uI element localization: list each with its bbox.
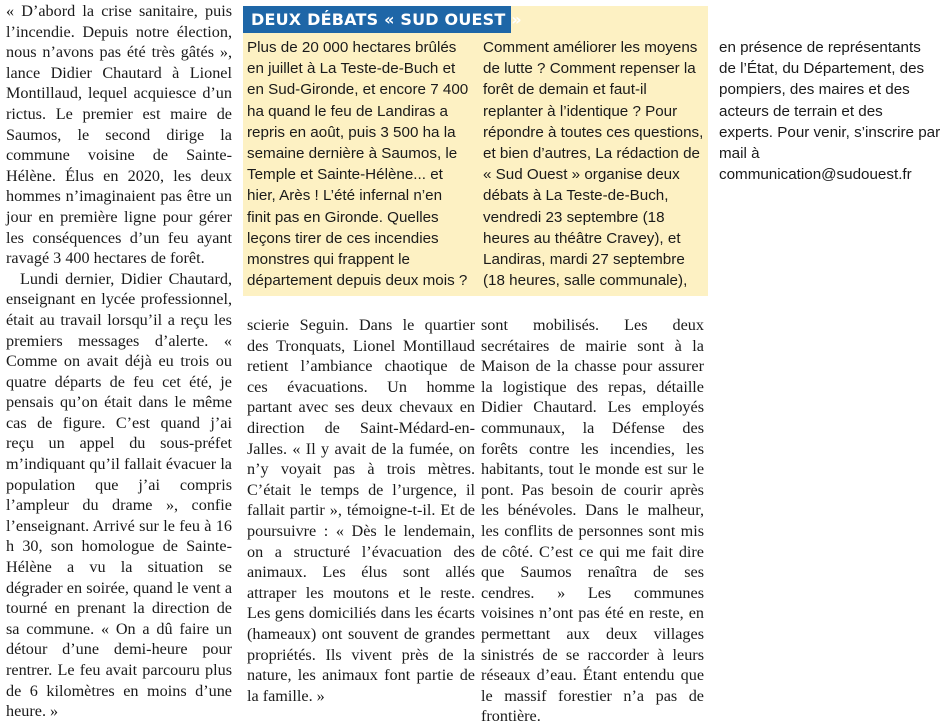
debate-announcement-box (243, 6, 941, 296)
article-column-2 (247, 315, 475, 706)
box-header: DEUX DÉBATS « SUD OUEST » (243, 6, 511, 33)
article-paragraph: scierie Seguin. Dans le quartier des Tronquats, Lionel Montillaud retient l’ambiance chaotique de ces évacuations. Un homme partant avec ses deux chevaux en direction de Saint-Médard-en-Jalles. « Il y avait de la fumée, on n’y voyait pas à trois mètres. C’était le temps de l’urgence, il fallait partir », témoigne-t-il. Et de poursuivre : « Dès le lendemain, on a structuré l’évacuation des animaux. Les élus sont allés attraper les moutons et le reste. Les gens domiciliés dans les écarts (hameaux) ont souvent de grandes propriétés. Ils vivent près de la nature, les animaux font partie de la famille. » (247, 316, 475, 705)
article-column-3 (481, 315, 704, 727)
article-paragraph: sont mobilisés. Les deux secrétaires de mairie sont à la Maison de la chasse pour assurer la logistique des repas, détaille Didier Chautard. Les employés communaux, la Défense des forêts contre les incendies, les habitants, tout le monde est sur le pont. Pas besoin de courir après les bénévoles. Dans le malheur, les conflits de personnes sont mis de côté. C’est ce qui me fait dire que Saumos renaîtra de ses cendres. » Les communes voisines n’ont pas été en reste, en permettant aux deux villages sinistrés de se raccorder à leurs réseaux d’eau. Étant entendu que le massif forestier n’a pas de frontière. (481, 316, 704, 726)
article-paragraph: Lundi dernier, Didier Chautard, enseignant en lycée professionnel, était au travail lorsqu’il a reçu les premiers messages d’alerte. « Comme on avait déjà eu trois ou quatre départs de feu cet été, je pensais qu’on était dans le même cas de figure. C’est quand j’ai reçu un appel du sous-préfet m’indiquant qu’il fallait évacuer la population que j’ai compris l’ampleur du drame », confie l’enseignant. Arrivé sur le feu à 16 h 30, son homologue de Sainte-Hélène a vu la situation se dégrader en soirée, quand le vent a tourné en prenant la direction de sa commune. « On a dû faire un détour d’une demi-heure pour rentrer. Le feu avait parcouru plus de 6 kilomètres en moins d’une heure. » (6, 269, 232, 721)
box-body (247, 37, 941, 295)
box-text: Plus de 20 000 hectares brûlés en juillet à La Teste-de-Buch et en Sud-Gironde, et encore 7 400 ha quand le feu de Landiras a repris en août, puis 3 500 ha la semaine dernière à Saumos, le Temple et Sainte-Hélène... et hier, Arès ! L’été infernal n’en finit pas en Gironde. Quelles leçons tirer de ces incendies monstres qui frappent le département depuis deux mois ? Comment améliorer les moyens de lutte ? Comment repenser la forêt de demain et faut-il replanter à l’identique ? Pour répondre à toutes ces questions, et bien d’autres, La rédaction de « Sud Ouest » organise deux débats à La Teste-de-Buch, vendredi 23 septembre (18 heures au théâtre Cravey), et Landiras, mardi 27 septembre (18 heures, salle communale), en présence de représentants de l’État, du Département, des pompiers, des maires et des acteurs de terrain et des experts. Pour venir, s’inscrire par mail à communication@sudouest.fr (247, 39, 941, 290)
article-paragraph: « D’abord la crise sanitaire, puis l’incendie. Depuis notre élection, nous n’avons pas été très gâtés », lance Didier Chautard à Lionel Montillaud, lequel acquiesce d’un rictus. Le premier est maire de Saumos, le second dirige la commune voisine de Sainte-Hélène. Élus en 2020, les deux hommes n’imaginaient pas être un jour en première ligne pour gérer les conséquences d’un feu ayant ravagé 3 400 hectares de forêt. (6, 2, 232, 268)
article-column-1 (6, 1, 232, 722)
